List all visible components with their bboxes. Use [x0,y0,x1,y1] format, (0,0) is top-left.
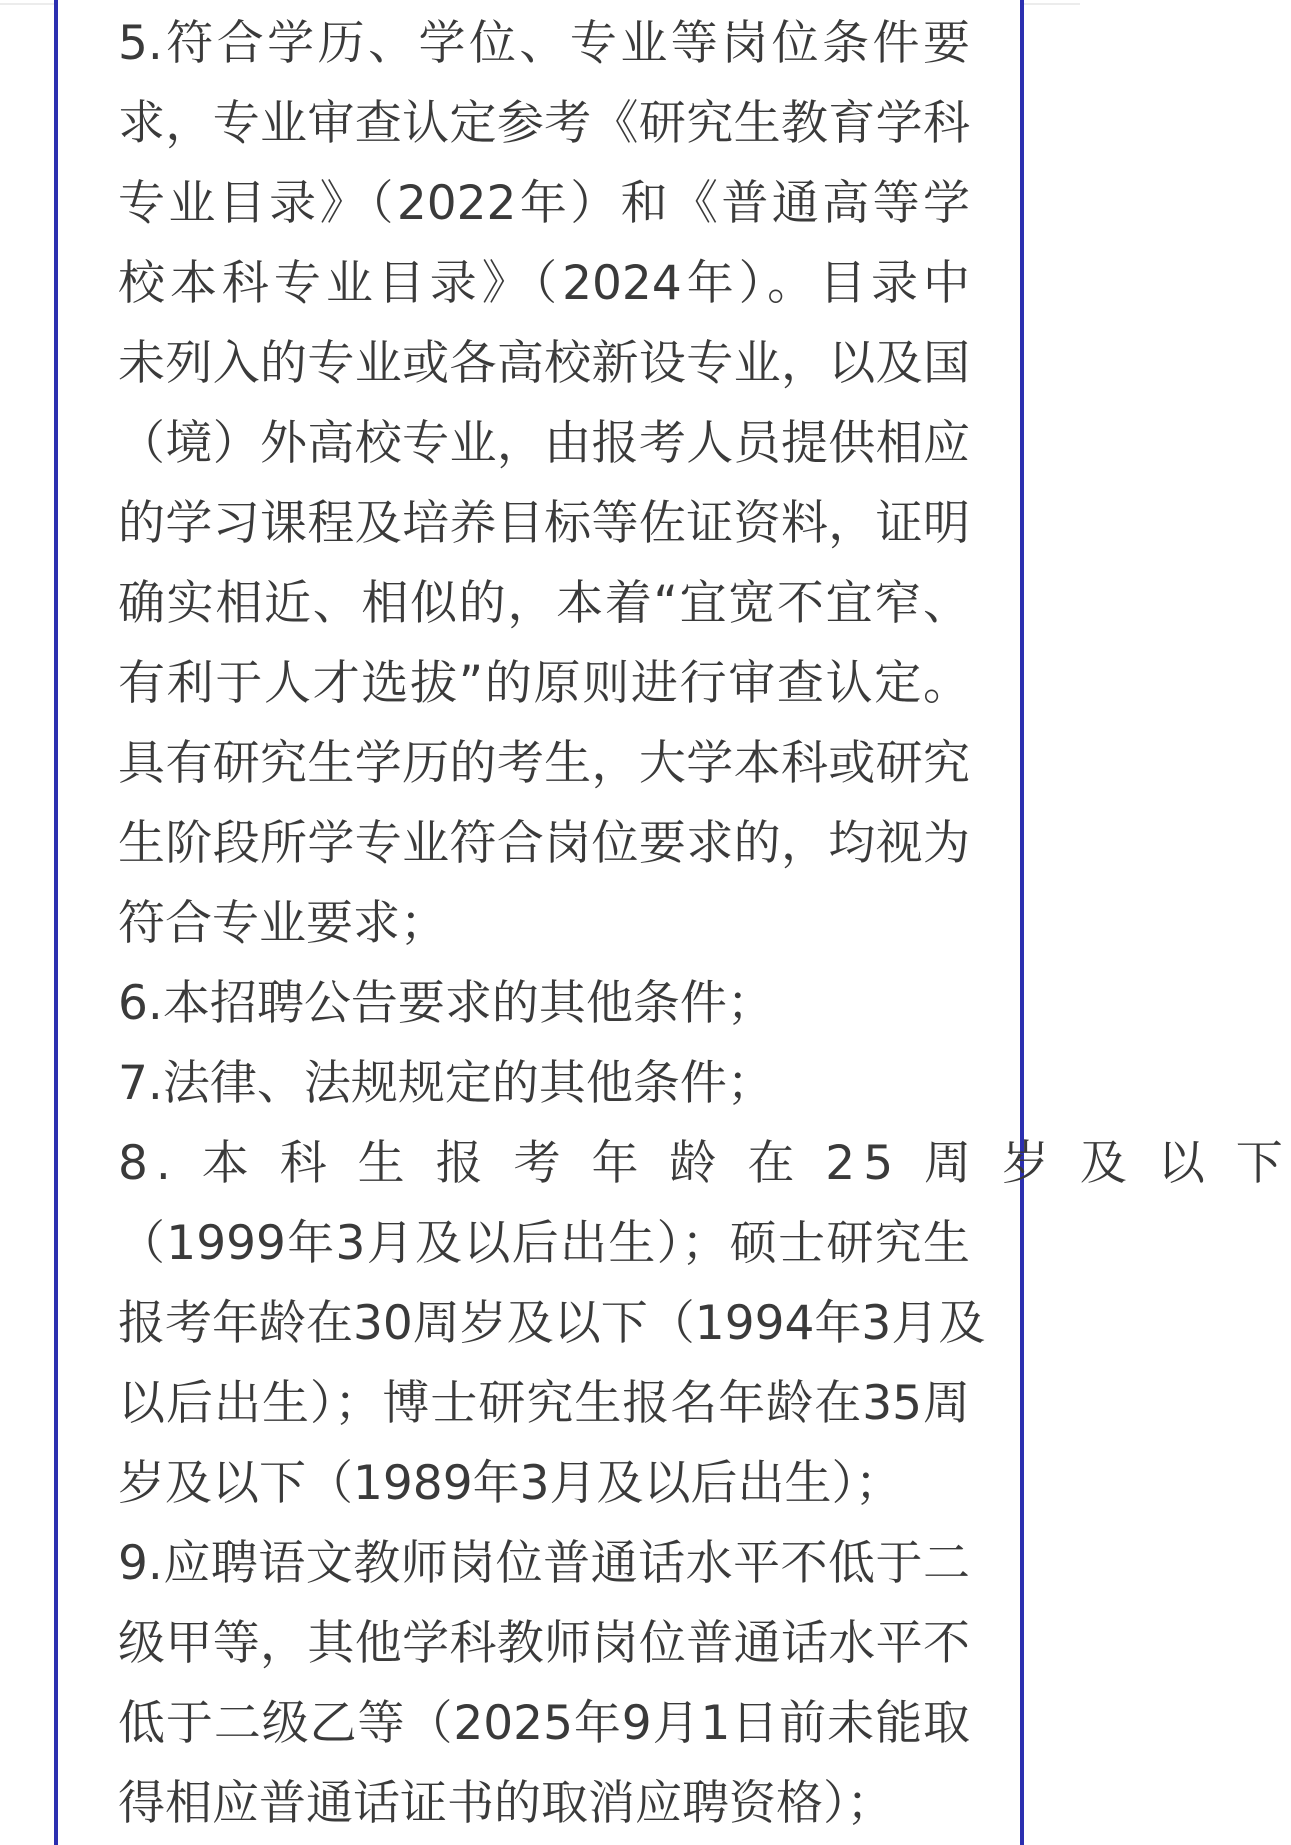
article-line: 有利于人才选拔”的原则进行审查认定。 [118,656,970,711]
article-line: 符合专业要求； [118,896,447,951]
article-line: 校本科专业目录》（2024年）。目录中 [118,256,970,311]
article-line: 低于二级乙等（2025年9月1日前未能取 [118,1696,970,1751]
article-line: 生阶段所学专业符合岗位要求的，均视为 [118,816,970,871]
article-line: 求，专业审查认定参考《研究生教育学科 [118,96,970,151]
article-line: 8. 本 科 生 报 考 年 龄 在 25 周 岁 及 以 下 [118,1136,1291,1191]
article-line: 7.法律、法规规定的其他条件； [118,1056,774,1111]
article-line: 报考年龄在30周岁及以下（1994年3月及 [118,1296,986,1351]
article-line: 6.本招聘公告要求的其他条件； [118,976,774,1031]
article-frame [54,0,1291,1845]
article-line: 的学习课程及培养目标等佐证资料，证明 [118,496,970,551]
article-line: 岁及以下（1989年3月及以后出生）； [118,1456,903,1511]
article-line: 5.符合学历、学位、专业等岗位条件要 [118,16,970,71]
article-line: 未列入的专业或各高校新设专业，以及国 [118,336,970,391]
article-line: （1999年3月及以后出生）；硕士研究生 [118,1216,970,1271]
article-body [118,4,1291,1844]
article-line: 得相应普通话证书的取消应聘资格）； [118,1776,894,1831]
article-line: 确实相近、相似的，本着“宜宽不宜窄、 [118,576,970,631]
article-line: 具有研究生学历的考生，大学本科或研究 [118,736,970,791]
article-line: 专业目录》（2022年）和《普通高等学 [118,176,970,231]
article-line: 级甲等，其他学科教师岗位普通话水平不 [118,1616,970,1671]
article-line: （境）外高校专业，由报考人员提供相应 [118,416,970,471]
article-line: 9.应聘语文教师岗位普通话水平不低于二 [118,1536,970,1591]
article-line: 以后出生）；博士研究生报名年龄在35周 [118,1376,970,1431]
